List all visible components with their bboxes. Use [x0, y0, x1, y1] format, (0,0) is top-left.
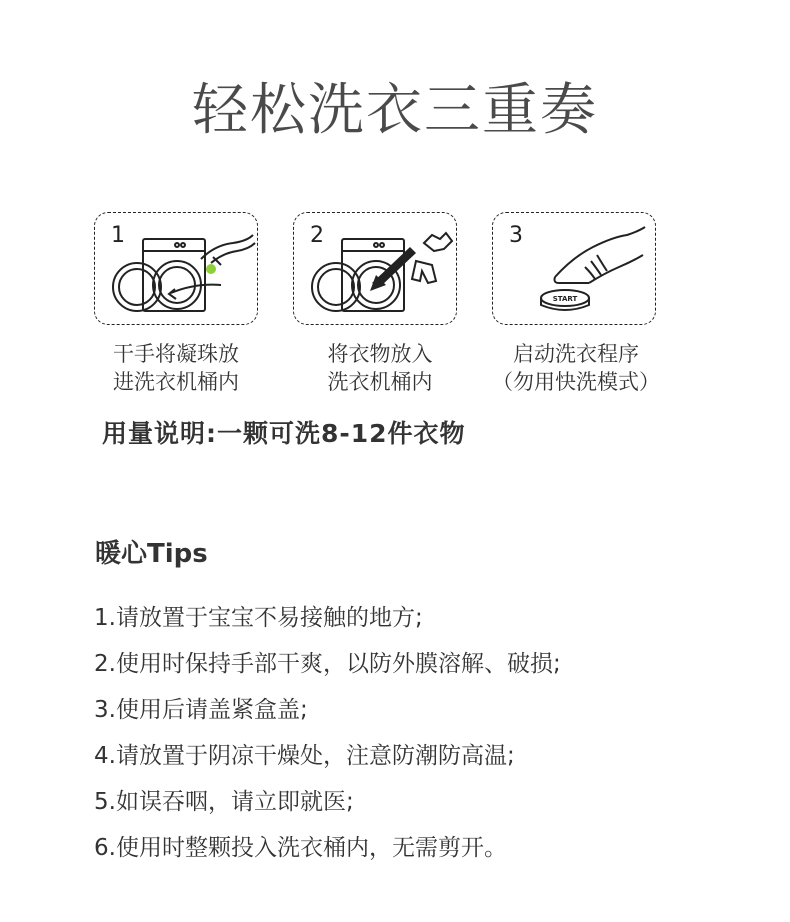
step-1-card: [94, 212, 258, 325]
list-item: 1.请放置于宝宝不易接触的地方;: [94, 605, 423, 631]
list-item: 2.使用时保持手部干爽，以防外膜溶解、破损;: [94, 651, 561, 677]
tips-heading: 暖心Tips: [95, 539, 208, 569]
washer-with-hand-dropping-pod-icon: [95, 213, 259, 326]
step-1-caption: 干手将凝珠放 进洗衣机桶内: [113, 342, 239, 394]
finger-pressing-start-button-icon: [493, 213, 657, 326]
tips-list: [94, 600, 561, 876]
page-title: 轻松洗衣三重奏: [192, 78, 598, 143]
step-3-caption: 启动洗衣程序 （勿用快洗模式）: [492, 342, 660, 394]
step-number: 3: [509, 223, 523, 248]
list-item: 3.使用后请盖紧盒盖;: [94, 697, 308, 723]
step-2-card: [293, 212, 457, 325]
step-2-caption: 将衣物放入 洗衣机桶内: [327, 342, 433, 394]
step-number: 1: [111, 223, 125, 248]
step-number: 2: [310, 223, 324, 248]
list-item: 5.如误吞咽，请立即就医;: [94, 789, 354, 815]
list-item: 6.使用时整颗投入洗衣桶内，无需剪开。: [94, 835, 507, 861]
dosage-note: 用量说明:一颗可洗8-12件衣物: [102, 419, 466, 448]
start-button-label: START: [552, 295, 578, 303]
step-3-card: [492, 212, 656, 325]
list-item: 4.请放置于阴凉干燥处，注意防潮防高温;: [94, 743, 515, 769]
washer-with-clothes-icon: [294, 213, 458, 326]
